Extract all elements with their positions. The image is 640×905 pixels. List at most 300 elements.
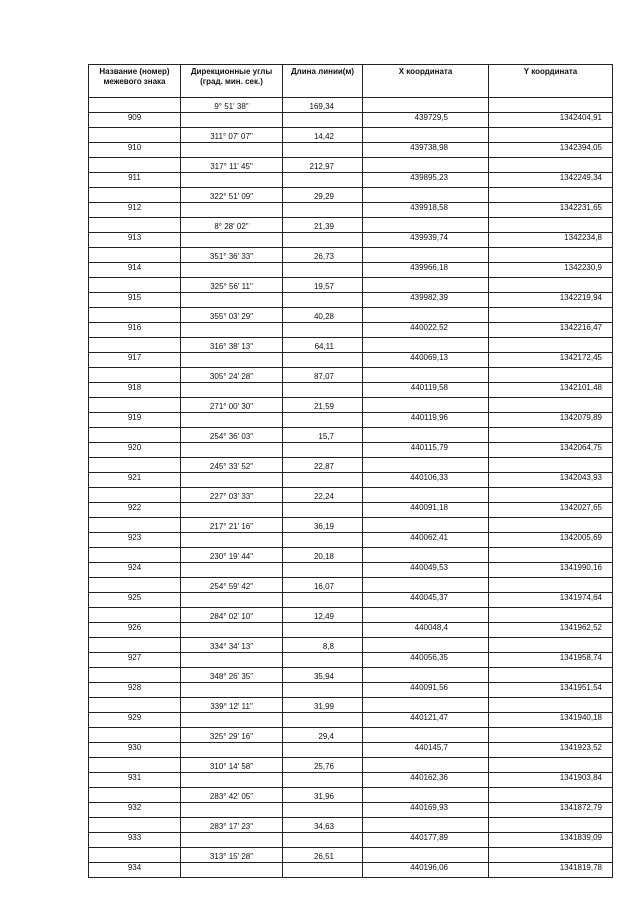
segment-row [89, 368, 613, 383]
segment-length: 25,76 [283, 758, 363, 773]
segment-angle: 283° 42' 05" [181, 788, 283, 803]
point-length-empty [283, 833, 363, 848]
segment-x-cell [363, 428, 489, 443]
segment-length: 29,29 [283, 188, 363, 203]
point-x: 440069,13 [363, 353, 489, 368]
segment-row [89, 398, 613, 413]
point-y: 1341951,54 [489, 683, 613, 698]
point-angle-empty [181, 383, 283, 398]
point-name: 921 [89, 473, 181, 488]
point-name: 912 [89, 203, 181, 218]
point-x: 439982,39 [363, 293, 489, 308]
segment-y-cell [489, 308, 613, 323]
segment-name-cell [89, 548, 181, 563]
segment-name-cell [89, 788, 181, 803]
segment-name-cell [89, 98, 181, 113]
point-row [89, 473, 613, 488]
segment-y-cell [489, 158, 613, 173]
segment-x-cell [363, 818, 489, 833]
segment-length: 26,51 [283, 848, 363, 863]
point-angle-empty [181, 683, 283, 698]
point-length-empty [283, 533, 363, 548]
segment-angle: 283° 17' 23" [181, 818, 283, 833]
point-length-empty [283, 263, 363, 278]
point-length-empty [283, 803, 363, 818]
point-name: 931 [89, 773, 181, 788]
segment-name-cell [89, 428, 181, 443]
point-name: 930 [89, 743, 181, 758]
point-name: 932 [89, 803, 181, 818]
segment-length: 169,34 [283, 98, 363, 113]
point-y: 1342230,9 [489, 263, 613, 278]
segment-length: 22,24 [283, 488, 363, 503]
point-angle-empty [181, 593, 283, 608]
segment-length: 21,59 [283, 398, 363, 413]
point-y: 1342234,8 [489, 233, 613, 248]
point-x: 439738,98 [363, 143, 489, 158]
point-x: 440106,33 [363, 473, 489, 488]
point-y: 1341940,18 [489, 713, 613, 728]
point-angle-empty [181, 533, 283, 548]
segment-row [89, 818, 613, 833]
table-body [89, 98, 613, 878]
segment-y-cell [489, 698, 613, 713]
segment-y-cell [489, 848, 613, 863]
point-length-empty [283, 173, 363, 188]
point-y: 1342172,45 [489, 353, 613, 368]
segment-row [89, 668, 613, 683]
segment-angle: 313° 15' 28" [181, 848, 283, 863]
segment-row [89, 278, 613, 293]
segment-angle: 355° 03' 29" [181, 308, 283, 323]
point-angle-empty [181, 833, 283, 848]
segment-row [89, 788, 613, 803]
point-name: 925 [89, 593, 181, 608]
point-length-empty [283, 563, 363, 578]
point-length-empty [283, 503, 363, 518]
segment-length: 212,97 [283, 158, 363, 173]
segment-y-cell [489, 98, 613, 113]
segment-name-cell [89, 848, 181, 863]
segment-row [89, 518, 613, 533]
segment-y-cell [489, 458, 613, 473]
segment-row [89, 578, 613, 593]
segment-length: 26,73 [283, 248, 363, 263]
segment-y-cell [489, 428, 613, 443]
point-length-empty [283, 623, 363, 638]
segment-row [89, 608, 613, 623]
point-row [89, 593, 613, 608]
segment-row [89, 248, 613, 263]
point-x: 440056,35 [363, 653, 489, 668]
segment-y-cell [489, 518, 613, 533]
segment-name-cell [89, 158, 181, 173]
point-y: 1341839,09 [489, 833, 613, 848]
segment-name-cell [89, 608, 181, 623]
segment-length: 19,57 [283, 278, 363, 293]
point-x: 440162,36 [363, 773, 489, 788]
segment-length: 31,96 [283, 788, 363, 803]
point-x: 440091,18 [363, 503, 489, 518]
point-name: 917 [89, 353, 181, 368]
segment-angle: 325° 29' 16" [181, 728, 283, 743]
segment-name-cell [89, 308, 181, 323]
point-name: 926 [89, 623, 181, 638]
point-row [89, 173, 613, 188]
segment-y-cell [489, 608, 613, 623]
segment-angle: 245° 33' 52" [181, 458, 283, 473]
point-name: 911 [89, 173, 181, 188]
segment-angle: 317° 11' 45" [181, 158, 283, 173]
point-row [89, 533, 613, 548]
segment-name-cell [89, 668, 181, 683]
segment-row [89, 488, 613, 503]
point-name: 916 [89, 323, 181, 338]
point-angle-empty [181, 323, 283, 338]
point-x: 439729,5 [363, 113, 489, 128]
point-name: 919 [89, 413, 181, 428]
point-length-empty [283, 413, 363, 428]
point-row [89, 713, 613, 728]
segment-angle: 334° 34' 13" [181, 638, 283, 653]
header-name: Название (номер) межевого знака [89, 65, 181, 98]
point-length-empty [283, 443, 363, 458]
segment-name-cell [89, 698, 181, 713]
segment-angle: 316° 38' 13" [181, 338, 283, 353]
point-name: 933 [89, 833, 181, 848]
point-angle-empty [181, 653, 283, 668]
segment-row [89, 128, 613, 143]
segment-y-cell [489, 788, 613, 803]
segment-length: 22,87 [283, 458, 363, 473]
point-x: 440169,93 [363, 803, 489, 818]
segment-y-cell [489, 728, 613, 743]
segment-angle: 254° 36' 03" [181, 428, 283, 443]
segment-x-cell [363, 218, 489, 233]
segment-angle: 230° 19' 44" [181, 548, 283, 563]
point-row [89, 743, 613, 758]
point-name: 913 [89, 233, 181, 248]
segment-x-cell [363, 638, 489, 653]
segment-name-cell [89, 128, 181, 143]
segment-name-cell [89, 188, 181, 203]
point-x: 440177,89 [363, 833, 489, 848]
point-y: 1342394,05 [489, 143, 613, 158]
point-x: 440045,37 [363, 593, 489, 608]
point-angle-empty [181, 293, 283, 308]
point-name: 914 [89, 263, 181, 278]
point-row [89, 623, 613, 638]
segment-length: 12,49 [283, 608, 363, 623]
segment-x-cell [363, 158, 489, 173]
point-angle-empty [181, 353, 283, 368]
segment-angle: 325° 56' 11" [181, 278, 283, 293]
segment-row [89, 428, 613, 443]
header-x: X координата [363, 65, 489, 98]
point-y: 1341962,52 [489, 623, 613, 638]
segment-length: 35,94 [283, 668, 363, 683]
point-angle-empty [181, 803, 283, 818]
point-x: 440115,79 [363, 443, 489, 458]
segment-angle: 8° 28' 02" [181, 218, 283, 233]
segment-row [89, 548, 613, 563]
segment-y-cell [489, 278, 613, 293]
segment-row [89, 218, 613, 233]
point-x: 439918,58 [363, 203, 489, 218]
point-y: 1341819,78 [489, 863, 613, 878]
segment-name-cell [89, 218, 181, 233]
point-row [89, 263, 613, 278]
point-x: 440196,06 [363, 863, 489, 878]
point-angle-empty [181, 143, 283, 158]
point-length-empty [283, 113, 363, 128]
segment-y-cell [489, 758, 613, 773]
point-name: 934 [89, 863, 181, 878]
point-name: 922 [89, 503, 181, 518]
point-y: 1342101,48 [489, 383, 613, 398]
point-length-empty [283, 713, 363, 728]
segment-name-cell [89, 818, 181, 833]
point-row [89, 203, 613, 218]
point-row [89, 683, 613, 698]
segment-name-cell [89, 638, 181, 653]
point-y: 1342231,65 [489, 203, 613, 218]
point-x: 440145,7 [363, 743, 489, 758]
segment-length: 36,19 [283, 518, 363, 533]
point-row [89, 113, 613, 128]
point-length-empty [283, 323, 363, 338]
segment-x-cell [363, 758, 489, 773]
segment-row [89, 758, 613, 773]
segment-x-cell [363, 308, 489, 323]
header-angle: Дирекционные углы (град. мин. сек.) [181, 65, 283, 98]
segment-name-cell [89, 248, 181, 263]
segment-angle: 322° 51' 09" [181, 188, 283, 203]
segment-x-cell [363, 518, 489, 533]
point-name: 923 [89, 533, 181, 548]
point-name: 910 [89, 143, 181, 158]
segment-x-cell [363, 578, 489, 593]
segment-row [89, 308, 613, 323]
segment-name-cell [89, 458, 181, 473]
segment-row [89, 698, 613, 713]
segment-y-cell [489, 248, 613, 263]
point-name: 915 [89, 293, 181, 308]
segment-angle: 227° 03' 33" [181, 488, 283, 503]
point-angle-empty [181, 743, 283, 758]
point-x: 439895,23 [363, 173, 489, 188]
segment-x-cell [363, 668, 489, 683]
segment-y-cell [489, 338, 613, 353]
point-y: 1342064,75 [489, 443, 613, 458]
point-y: 1342219,94 [489, 293, 613, 308]
point-x: 439966,18 [363, 263, 489, 278]
point-length-empty [283, 233, 363, 248]
segment-length: 16,07 [283, 578, 363, 593]
header-length: Длина линии(м) [283, 65, 363, 98]
point-y: 1342249,34 [489, 173, 613, 188]
segment-x-cell [363, 608, 489, 623]
point-angle-empty [181, 263, 283, 278]
segment-y-cell [489, 548, 613, 563]
point-length-empty [283, 863, 363, 878]
point-row [89, 443, 613, 458]
segment-length: 64,11 [283, 338, 363, 353]
segment-x-cell [363, 848, 489, 863]
point-length-empty [283, 653, 363, 668]
point-x: 440048,4 [363, 623, 489, 638]
segment-x-cell [363, 278, 489, 293]
segment-length: 40,28 [283, 308, 363, 323]
point-row [89, 413, 613, 428]
segment-row [89, 188, 613, 203]
segment-y-cell [489, 188, 613, 203]
segment-name-cell [89, 488, 181, 503]
segment-length: 31,99 [283, 698, 363, 713]
point-row [89, 563, 613, 578]
point-length-empty [283, 773, 363, 788]
point-angle-empty [181, 503, 283, 518]
boundary-coordinates-table [88, 64, 613, 878]
point-y: 1342404,91 [489, 113, 613, 128]
point-name: 918 [89, 383, 181, 398]
segment-row [89, 338, 613, 353]
point-row [89, 773, 613, 788]
segment-name-cell [89, 398, 181, 413]
segment-angle: 254° 59' 42" [181, 578, 283, 593]
segment-x-cell [363, 488, 489, 503]
header-y: Y координата [489, 65, 613, 98]
point-angle-empty [181, 413, 283, 428]
segment-x-cell [363, 458, 489, 473]
segment-length: 21,39 [283, 218, 363, 233]
point-y: 1341990,16 [489, 563, 613, 578]
point-length-empty [283, 593, 363, 608]
segment-length: 34,63 [283, 818, 363, 833]
point-angle-empty [181, 563, 283, 578]
segment-x-cell [363, 788, 489, 803]
segment-x-cell [363, 128, 489, 143]
segment-x-cell [363, 98, 489, 113]
point-x: 439939,74 [363, 233, 489, 248]
segment-row [89, 158, 613, 173]
segment-row [89, 848, 613, 863]
segment-name-cell [89, 368, 181, 383]
point-length-empty [283, 743, 363, 758]
point-length-empty [283, 203, 363, 218]
point-x: 440049,53 [363, 563, 489, 578]
point-y: 1341974,64 [489, 593, 613, 608]
point-x: 440121,47 [363, 713, 489, 728]
segment-angle: 284° 02' 10" [181, 608, 283, 623]
point-length-empty [283, 683, 363, 698]
point-name: 924 [89, 563, 181, 578]
point-row [89, 833, 613, 848]
segment-y-cell [489, 668, 613, 683]
point-angle-empty [181, 623, 283, 638]
point-y: 1342027,65 [489, 503, 613, 518]
segment-name-cell [89, 338, 181, 353]
point-x: 440022,52 [363, 323, 489, 338]
segment-length: 14,42 [283, 128, 363, 143]
point-row [89, 233, 613, 248]
segment-angle: 311° 07' 07" [181, 128, 283, 143]
segment-name-cell [89, 278, 181, 293]
point-x: 440119,96 [363, 413, 489, 428]
point-row [89, 323, 613, 338]
point-y: 1342043,93 [489, 473, 613, 488]
point-y: 1341958,74 [489, 653, 613, 668]
point-y: 1341903,84 [489, 773, 613, 788]
segment-angle: 351° 36' 33" [181, 248, 283, 263]
point-angle-empty [181, 443, 283, 458]
segment-x-cell [363, 368, 489, 383]
segment-y-cell [489, 128, 613, 143]
point-angle-empty [181, 203, 283, 218]
point-y: 1342005,69 [489, 533, 613, 548]
point-y: 1341923,52 [489, 743, 613, 758]
segment-length: 15,7 [283, 428, 363, 443]
point-name: 920 [89, 443, 181, 458]
segment-y-cell [489, 368, 613, 383]
segment-x-cell [363, 188, 489, 203]
segment-angle: 348° 26' 35" [181, 668, 283, 683]
segment-x-cell [363, 728, 489, 743]
segment-y-cell [489, 218, 613, 233]
point-row [89, 653, 613, 668]
segment-angle: 310° 14' 58" [181, 758, 283, 773]
point-length-empty [283, 473, 363, 488]
point-y: 1341872,79 [489, 803, 613, 818]
segment-row [89, 728, 613, 743]
point-angle-empty [181, 233, 283, 248]
point-row [89, 293, 613, 308]
table-header-row [89, 65, 613, 98]
segment-angle: 339° 12' 11" [181, 698, 283, 713]
point-angle-empty [181, 773, 283, 788]
point-name: 927 [89, 653, 181, 668]
segment-name-cell [89, 728, 181, 743]
segment-row [89, 458, 613, 473]
segment-row [89, 98, 613, 113]
point-row [89, 353, 613, 368]
segment-length: 8,8 [283, 638, 363, 653]
point-angle-empty [181, 713, 283, 728]
segment-name-cell [89, 758, 181, 773]
point-name: 929 [89, 713, 181, 728]
segment-angle: 217° 21' 16" [181, 518, 283, 533]
segment-x-cell [363, 248, 489, 263]
segment-row [89, 638, 613, 653]
segment-y-cell [489, 488, 613, 503]
point-row [89, 503, 613, 518]
segment-x-cell [363, 548, 489, 563]
segment-x-cell [363, 398, 489, 413]
point-x: 440062,41 [363, 533, 489, 548]
point-row [89, 143, 613, 158]
segment-length: 29,4 [283, 728, 363, 743]
point-row [89, 383, 613, 398]
segment-x-cell [363, 338, 489, 353]
point-y: 1342079,89 [489, 413, 613, 428]
point-angle-empty [181, 863, 283, 878]
segment-x-cell [363, 698, 489, 713]
segment-name-cell [89, 578, 181, 593]
point-length-empty [283, 143, 363, 158]
point-row [89, 863, 613, 878]
point-length-empty [283, 353, 363, 368]
point-name: 909 [89, 113, 181, 128]
